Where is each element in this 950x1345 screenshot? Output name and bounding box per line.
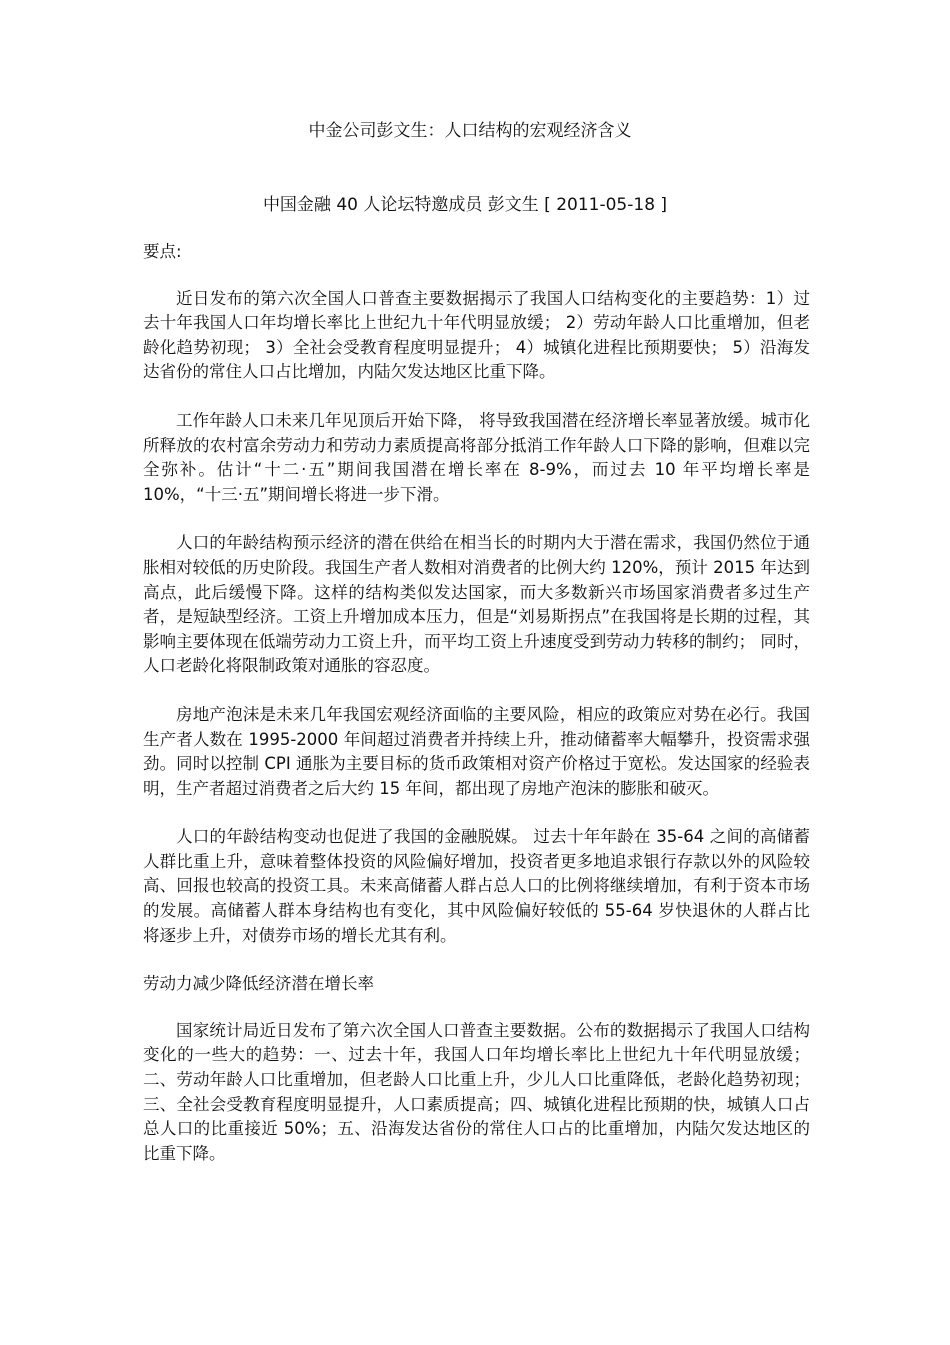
document-byline: 中国金融 40 人论坛特邀成员 彭文生 [ 2011-05-18 ]: [262, 195, 668, 215]
key-points-label: 要点:: [143, 242, 182, 261]
paragraph: 人口的年龄结构变动也促进了我国的金融脱媒。 过去十年年龄在 35-64 之间的高储蓄人群比重上升，意味着整体投资的风险偏好增加，投资者更多地追求银行存款以外的风险较高、回报也较高的投资工具。未来高储蓄人群占总人口的比例将继续增加，有利于资本市场的发展。高储蓄人群本身结构也有变化，其中风险偏好较低的 55-64 岁快退休的人群占比将逐步上升，对债券市场的增长尤其有利。: [143, 827, 810, 945]
document-body: [143, 240, 810, 1190]
paragraph: 人口的年龄结构预示经济的潜在供给在相当长的时期内大于潜在需求，我国仍然位于通胀相对较低的历史阶段。我国生产者人数相对消费者的比例大约 120%，预计 2015 年达到高点，此后缓慢下降。这样的结构类似发达国家，而大多数新兴市场国家消费者多过生产者，是短缺型经济。工资上升增加成本压力，但是“刘易斯拐点”在我国将是长期的过程，其影响主要体现在低端劳动力工资上升，而平均工资上升速度受到劳动力转移的制约； 同时，人口老龄化将限制政策对通胀的容忍度。: [143, 533, 810, 676]
paragraph: 国家统计局近日发布了第六次全国人口普查主要数据。公布的数据揭示了我国人口结构变化的一些大的趋势：一、过去十年，我国人口年均增长率比上世纪九十年代明显放缓；二、劳动年龄人口比重增加，但老龄人口比重上升，少儿人口比重降低，老龄化趋势初现；三、全社会受教育程度明显提升，人口素质提高；四、城镇化进程比预期的快，城镇人口占总人口的比重接近 50%；五、沿海发达省份的常住人口占的比重增加，内陆欠发达地区的比重下降。: [143, 1020, 810, 1163]
section-heading: 劳动力减少降低经济潜在增长率: [143, 974, 374, 994]
document-title: 中金公司彭文生：人口结构的宏观经济含义: [308, 121, 632, 141]
paragraph: 工作年龄人口未来几年见顶后开始下降， 将导致我国潜在经济增长率显著放缓。城市化所释放的农村富余劳动力和劳动力素质提高将部分抵消工作年龄人口下降的影响，但难以完全弥补。估计“十二·五”期间我国潜在增长率在 8-9%，而过去 10 年平均增长率是 10%，“十三·五”期间增长将进一步下滑。: [143, 410, 810, 504]
paragraph: 近日发布的第六次全国人口普查主要数据揭示了我国人口结构变化的主要趋势：1）过去十年我国人口年均增长率比上世纪九十年代明显放缓； 2）劳动年龄人口比重增加，但老龄化趋势初现； 3）全社会受教育程度明显提升； 4）城镇化进程比预期要快； 5）沿海发达省份的常住人口占比增加，内陆欠发达地区比重下降。: [143, 288, 810, 382]
paragraph: 房地产泡沫是未来几年我国宏观经济面临的主要风险，相应的政策应对势在必行。我国生产者人数在 1995-2000 年间超过消费者并持续上升，推动储蓄率大幅攀升，投资需求强劲。同时以控制 CPI 通胀为主要目标的货币政策相对资产价格过于宽松。发达国家的经验表明，生产者超过消费者之后大约 15 年间，都出现了房地产泡沫的膨胀和破灭。: [143, 704, 810, 798]
